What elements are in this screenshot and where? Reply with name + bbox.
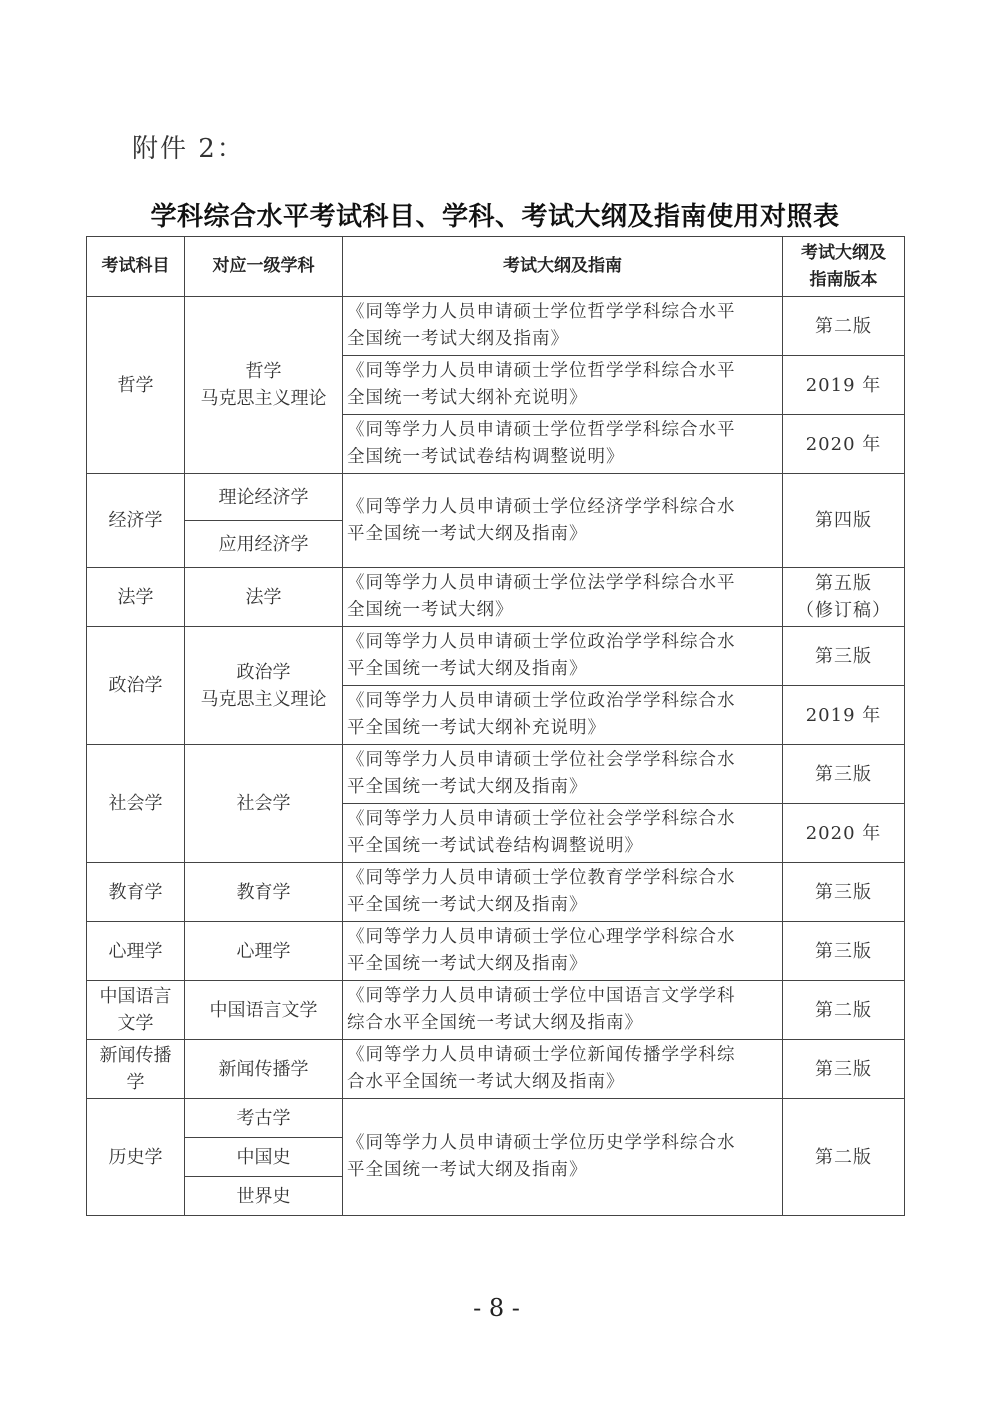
version-cell — [783, 1099, 905, 1216]
version-text: 第三版 — [815, 763, 872, 785]
guide-cell — [343, 415, 783, 474]
version-text: 2019 年 — [805, 374, 882, 396]
table-body — [87, 297, 905, 1216]
subject-text: 法学 — [117, 586, 154, 608]
guide-text: 平全国统一考试大纲补充说明》 — [347, 718, 606, 738]
guide-text: 《同等学力人员申请硕士学位法学学科综合水平 — [347, 573, 736, 593]
version-text: 第四版 — [815, 510, 872, 531]
discipline-cell — [185, 745, 343, 863]
discipline-text: 政治学 — [236, 661, 291, 683]
subject-text: 新闻传播 — [99, 1045, 172, 1066]
guide-text: 《同等学力人员申请硕士学位哲学学科综合水平 — [347, 302, 736, 322]
guide-text: 平全国统一考试大纲及指南》 — [347, 777, 588, 797]
version-text: 第三版 — [815, 881, 872, 903]
version-text: 2020 年 — [805, 433, 882, 455]
version-cell — [783, 415, 905, 474]
guide-text: 全国统一考试大纲》 — [347, 600, 514, 620]
subject-cell — [87, 474, 185, 568]
subject-text: 社会学 — [108, 793, 163, 814]
discipline-text: 法学 — [245, 586, 282, 608]
version-cell — [783, 922, 905, 981]
version-cell — [783, 686, 905, 745]
table-row — [87, 1040, 905, 1099]
subject-text: 经济学 — [108, 510, 163, 531]
version-text: 第三版 — [815, 645, 872, 667]
version-cell — [783, 863, 905, 922]
guide-cell — [343, 981, 783, 1040]
subject-text: 中国语言 — [99, 986, 172, 1007]
version-text: 第二版 — [815, 999, 872, 1021]
version-text: 2019 年 — [805, 704, 882, 726]
header-version-line1: 考试大纲及 — [801, 242, 886, 263]
subject-text: 文学 — [117, 1013, 154, 1034]
guide-text: 《同等学力人员申请硕士学位社会学学科综合水 — [347, 809, 736, 829]
discipline-cell — [185, 863, 343, 922]
table-row — [87, 981, 905, 1040]
discipline-text: 中国语言文学 — [209, 999, 318, 1021]
header-version — [783, 237, 905, 297]
table-row — [87, 863, 905, 922]
table-row — [87, 1099, 905, 1138]
discipline-cell — [185, 1099, 343, 1138]
guide-cell — [343, 356, 783, 415]
version-text: 第二版 — [815, 315, 872, 337]
discipline-cell — [185, 521, 343, 568]
guide-text: 《同等学力人员申请硕士学位社会学学科综合水 — [347, 750, 736, 770]
discipline-cell — [185, 922, 343, 981]
guide-cell — [343, 568, 783, 627]
discipline-text: 理论经济学 — [218, 486, 309, 508]
guide-cell — [343, 1099, 783, 1216]
table-row — [87, 474, 905, 521]
annex-label: 附件 2： — [132, 134, 245, 164]
discipline-text: 马克思主义理论 — [200, 688, 327, 710]
subject-cell — [87, 981, 185, 1040]
table-row — [87, 922, 905, 981]
guide-text: 《同等学力人员申请硕士学位新闻传播学学科综 — [347, 1045, 736, 1065]
subject-text: 教育学 — [108, 881, 163, 903]
table-row — [87, 568, 905, 627]
guide-cell — [343, 1040, 783, 1099]
header-guide: 考试大纲及指南 — [343, 237, 783, 297]
guide-text: 全国统一考试大纲补充说明》 — [347, 388, 588, 408]
guide-text: 平全国统一考试大纲及指南》 — [347, 954, 588, 974]
discipline-text: 社会学 — [236, 793, 291, 814]
discipline-text: 哲学 — [245, 361, 282, 382]
discipline-cell — [185, 474, 343, 521]
version-cell — [783, 804, 905, 863]
table-row — [87, 745, 905, 804]
subject-cell — [87, 863, 185, 922]
subject-text: 哲学 — [117, 374, 154, 396]
subject-text: 心理学 — [108, 940, 163, 962]
guide-text: 平全国统一考试大纲及指南》 — [347, 659, 588, 679]
version-text: 第三版 — [815, 940, 872, 962]
page-number: - 8 - — [473, 1294, 520, 1322]
discipline-cell — [185, 1177, 343, 1216]
guide-text: 平全国统一考试试卷结构调整说明》 — [347, 836, 643, 856]
discipline-cell — [185, 568, 343, 627]
header-subject: 考试科目 — [87, 237, 185, 297]
guide-text: 全国统一考试大纲及指南》 — [347, 329, 569, 349]
header-row — [87, 237, 905, 297]
discipline-text: 考古学 — [236, 1107, 291, 1129]
version-cell — [783, 1040, 905, 1099]
discipline-text: 世界史 — [236, 1185, 291, 1207]
discipline-cell — [185, 627, 343, 745]
version-cell — [783, 981, 905, 1040]
guide-text: 合水平全国统一考试大纲及指南》 — [347, 1072, 625, 1092]
guide-text: 《同等学力人员申请硕士学位哲学学科综合水平 — [347, 420, 736, 440]
version-cell — [783, 356, 905, 415]
guide-text: 《同等学力人员申请硕士学位心理学学科综合水 — [347, 927, 736, 947]
guide-cell — [343, 804, 783, 863]
discipline-text: 心理学 — [236, 940, 291, 962]
version-cell — [783, 745, 905, 804]
guide-text: 《同等学力人员申请硕士学位经济学学科综合水 — [347, 496, 736, 517]
discipline-text: 新闻传播学 — [218, 1058, 309, 1080]
guide-text: 综合水平全国统一考试大纲及指南》 — [347, 1013, 643, 1033]
discipline-cell — [185, 981, 343, 1040]
discipline-cell — [185, 1040, 343, 1099]
guide-text: 《同等学力人员申请硕士学位中国语言文学学科 — [347, 986, 736, 1006]
guide-text: 《同等学力人员申请硕士学位政治学学科综合水 — [347, 632, 736, 652]
guide-cell — [343, 474, 783, 568]
guide-text: 全国统一考试试卷结构调整说明》 — [347, 447, 625, 467]
guide-text: 平全国统一考试大纲及指南》 — [347, 523, 588, 544]
version-text: 2020 年 — [805, 822, 882, 844]
header-discipline: 对应一级学科 — [185, 237, 343, 297]
discipline-text: 教育学 — [236, 881, 291, 903]
guide-text: 《同等学力人员申请硕士学位政治学学科综合水 — [347, 691, 736, 711]
guide-cell — [343, 863, 783, 922]
discipline-cell — [185, 1138, 343, 1177]
document-title: 学科综合水平考试科目、学科、考试大纲及指南使用对照表 — [150, 202, 840, 232]
version-cell — [783, 627, 905, 686]
discipline-cell — [185, 297, 343, 474]
version-text: 第二版 — [815, 1146, 872, 1168]
guide-cell — [343, 922, 783, 981]
guide-text: 《同等学力人员申请硕士学位历史学学科综合水 — [347, 1133, 736, 1153]
subject-cell — [87, 1040, 185, 1099]
guide-cell — [343, 297, 783, 356]
guide-cell — [343, 686, 783, 745]
subject-text: 学 — [126, 1072, 145, 1093]
discipline-text: 马克思主义理论 — [200, 388, 327, 409]
guide-text: 平全国统一考试大纲及指南》 — [347, 1160, 588, 1180]
version-cell — [783, 568, 905, 627]
subject-cell — [87, 745, 185, 863]
discipline-text: 应用经济学 — [218, 533, 309, 555]
guide-cell — [343, 745, 783, 804]
subject-text: 政治学 — [108, 675, 163, 696]
table-row — [87, 627, 905, 686]
subject-cell — [87, 1099, 185, 1216]
table-row — [87, 297, 905, 356]
version-cell — [783, 297, 905, 356]
guide-cell — [343, 627, 783, 686]
guide-text: 《同等学力人员申请硕士学位哲学学科综合水平 — [347, 361, 736, 381]
subject-cell — [87, 297, 185, 474]
subject-guide-table — [86, 236, 905, 1216]
guide-text: 《同等学力人员申请硕士学位教育学学科综合水 — [347, 868, 736, 888]
version-cell — [783, 474, 905, 568]
guide-text: 平全国统一考试大纲及指南》 — [347, 895, 588, 915]
discipline-text: 中国史 — [236, 1146, 291, 1168]
version-text: 第三版 — [815, 1058, 872, 1080]
header-version-line2: 指南版本 — [809, 269, 878, 290]
version-text: 第五版 — [815, 573, 872, 594]
subject-cell — [87, 922, 185, 981]
subject-cell — [87, 627, 185, 745]
version-text: （修订稿） — [796, 600, 891, 621]
subject-cell — [87, 568, 185, 627]
subject-text: 历史学 — [108, 1146, 163, 1168]
